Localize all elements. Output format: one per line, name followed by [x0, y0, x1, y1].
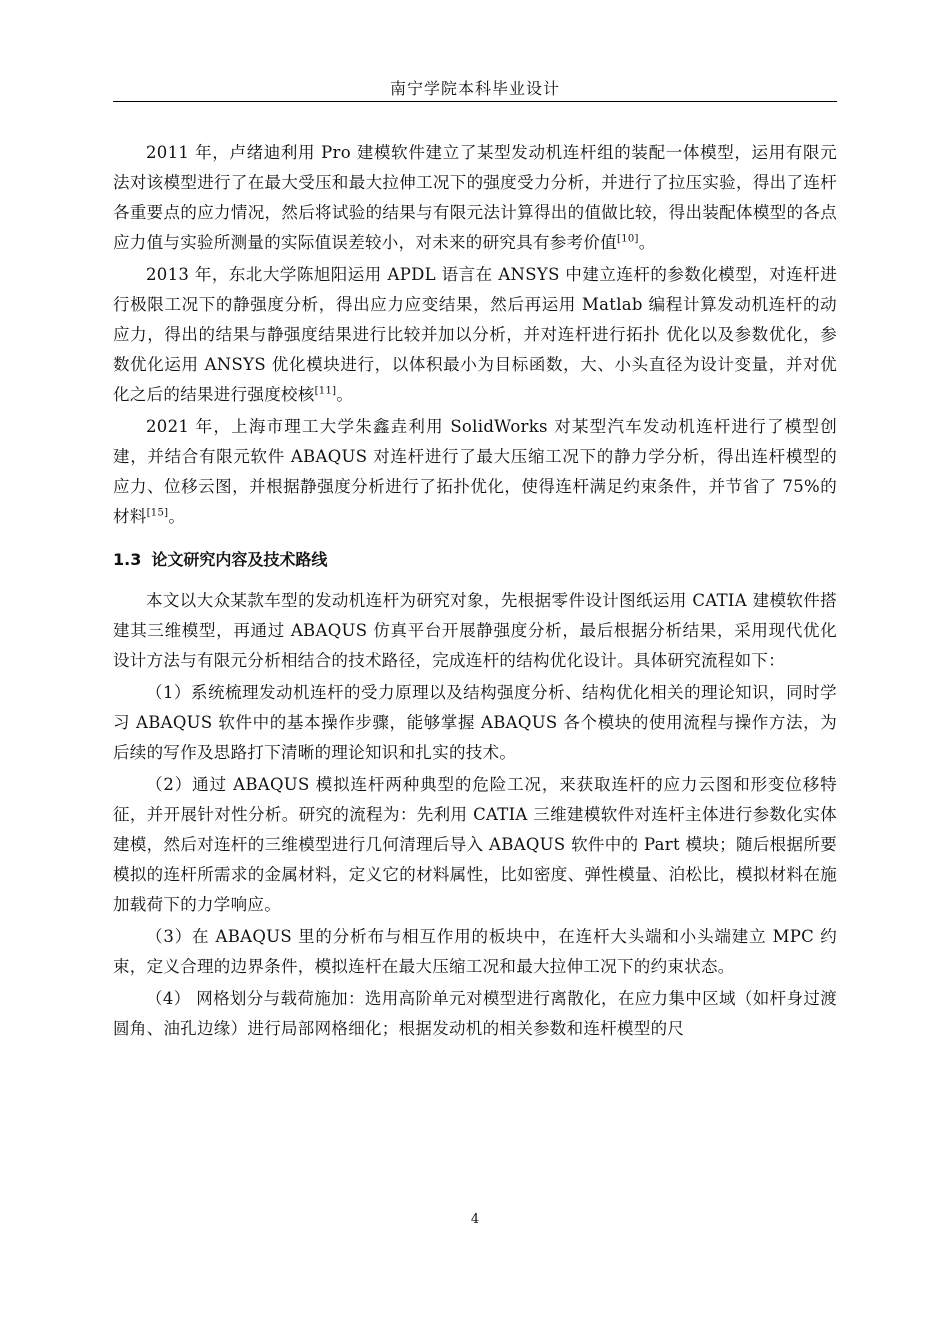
header-rule	[113, 101, 837, 102]
citation-ref: [15]	[146, 507, 169, 519]
paragraph-step-2: （2）通过 ABAQUS 模拟连杆两种典型的危险工况，来获取连杆的应力云图和形变位移特征，并开展针对性分析。研究的流程为：先利用 CATIA 三维建模软件对连杆主体进行参数化实体建模，然后对连杆的三维模型进行几何清理后导入 ABAQUS 软件中的 Part 模块；随后根据所要模拟的连杆所需求的金属材料，定义它的材料属性，比如密度、弹性模量、泊松比，模拟材料在施加载荷下的力学响应。	[113, 775, 837, 914]
section-heading	[113, 546, 837, 574]
paragraph-tail: 。	[168, 507, 186, 526]
paragraph-text: 2011 年，卢绪迪利用 Pro 建模软件建立了某型发动机连杆组的装配一体模型，运用有限元法对该模型进行了在最大受压和最大拉伸工况下的强度受力分析，并进行了拉压实验，得出了连杆各重要点的应力情况，然后将试验的结果与有限元法计算得出的值做比较，得出装配体模型的各点应力值与实验所测量的实际值误差较小，对未来的研究具有参考价值	[113, 143, 837, 252]
running-header: 南宁学院本科毕业设计	[389, 79, 560, 98]
paragraph-2011	[113, 138, 837, 258]
citation-ref: [11]	[314, 385, 337, 397]
paragraph-2021	[113, 412, 837, 532]
paragraph-step-4: （4） 网格划分与载荷施加：选用高阶单元对模型进行离散化，在应力集中区域（如杆身过渡圆角、油孔边缘）进行局部网格细化；根据发动机的相关参数和连杆模型的尺	[113, 989, 837, 1038]
citation-ref: [10]	[617, 233, 639, 245]
paragraph-step-3: （3）在 ABAQUS 里的分析布与相互作用的板块中，在连杆大头端和小头端建立 MPC 约束，定义合理的边界条件，模拟连杆在最大压缩工况和最大拉伸工况下的约束状态。	[113, 927, 837, 976]
paragraph-tail: 。	[336, 385, 354, 404]
paragraph-text: 2013 年，东北大学陈旭阳运用 APDL 语言在 ANSYS 中建立连杆的参数化模型，对连杆进行极限工况下的静强度分析，得出应力应变结果，然后再运用 Matlab 编程计算发动机连杆的动应力，得出的结果与静强度结果进行比较并加以分析，并对连杆进行拓扑 优化以及参数优化，参数优化运用 ANSYS 优化模块进行，以体积最小为目标函数，大、小头直径为设计变量，并对优化之后的结果进行强度校核	[113, 265, 837, 404]
page-number: 4	[470, 1212, 480, 1227]
section-title: 论文研究内容及技术路线	[151, 550, 328, 569]
section-number: 1.3	[113, 550, 142, 569]
paragraph-tail: 。	[638, 233, 656, 252]
body-text	[113, 138, 837, 1044]
paragraph-intro: 本文以大众某款车型的发动机连杆为研究对象，先根据零件设计图纸运用 CATIA 建模软件搭建其三维模型，再通过 ABAQUS 仿真平台开展静强度分析，最后根据分析结果，采用现代优化设计方法与有限元分析相结合的技术路径，完成连杆的结构优化设计。具体研究流程如下：	[113, 591, 837, 670]
paragraph-2013	[113, 260, 837, 410]
paragraph-step-1: （1）系统梳理发动机连杆的受力原理以及结构强度分析、结构优化相关的理论知识，同时学习 ABAQUS 软件中的基本操作步骤，能够掌握 ABAQUS 各个模块的使用流程与操作方法，为后续的写作及思路打下清晰的理论知识和扎实的技术。	[113, 683, 837, 762]
paragraph-text: 2021 年，上海市理工大学朱鑫垚利用 SolidWorks 对某型汽车发动机连杆进行了模型创建，并结合有限元软件 ABAQUS 对连杆进行了最大压缩工况下的静力学分析，得出连杆模型的应力、位移云图，并根据静强度分析进行了拓扑优化，使得连杆满足约束条件，并节省了 75%的材料	[113, 417, 837, 526]
